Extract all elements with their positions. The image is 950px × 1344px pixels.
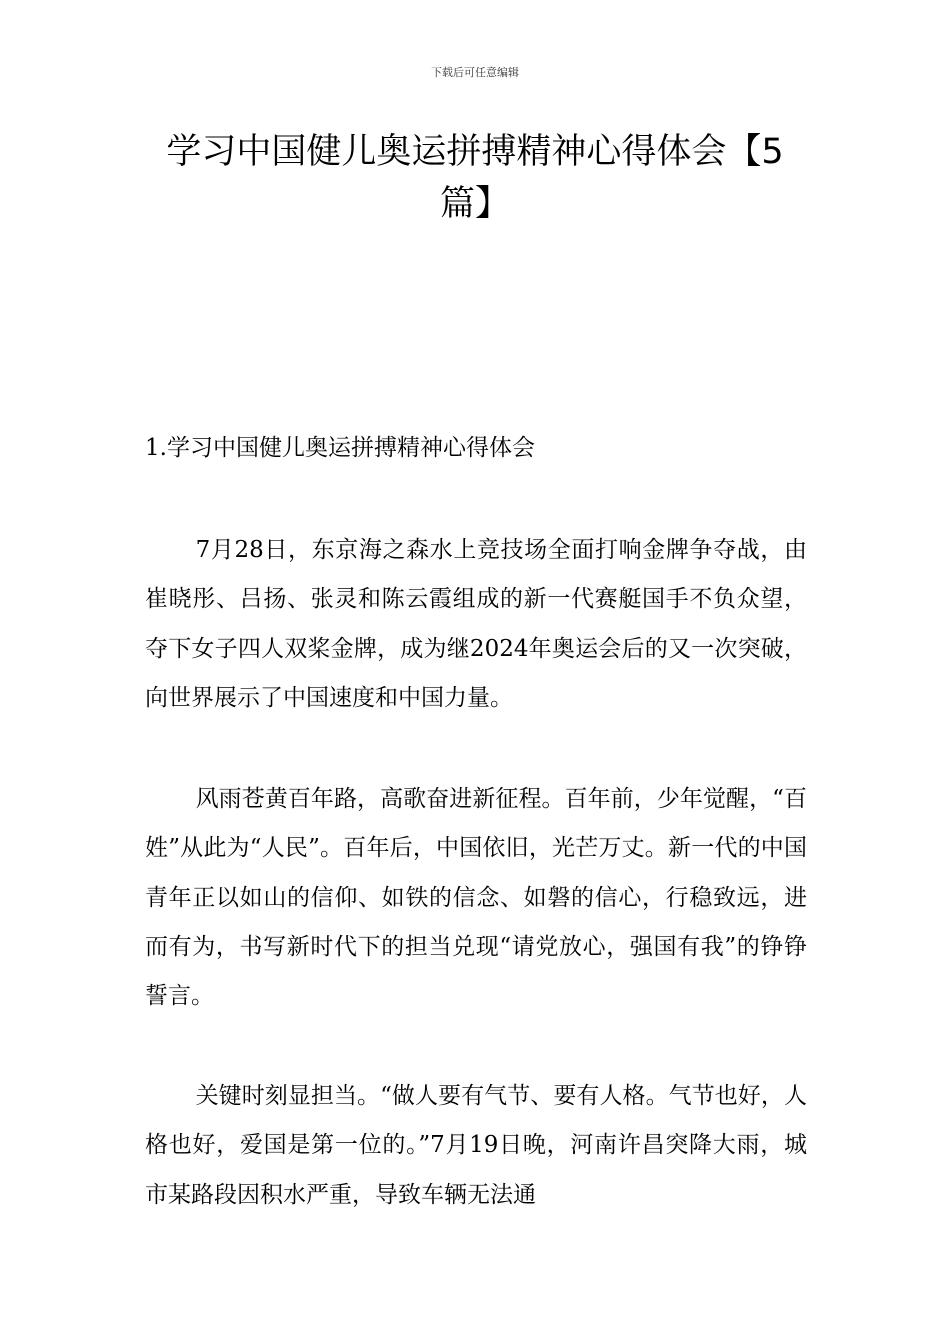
body-paragraph-3: 关键时刻显担当。“做人要有气节、要有人格。气节也好，人格也好，爱国是第一位的。”7月19日晚，河南许昌突降大雨，城市某路段因积水严重，导致车辆无法通 [145,1083,807,1208]
body-paragraph-2: 风雨苍黄百年路，高歌奋进新征程。百年前，少年觉醒，“百姓”从此为“人民”。百年后，中国依旧，光芒万丈。新一代的中国青年正以如山的信仰、如铁的信念、如磐的信心，行稳致远，进而有为，书写新时代下的担当兑现“请党放心，强国有我”的铮铮誓言。 [145,786,807,1010]
header-note: 下载后可任意编辑 [431,66,519,79]
body-paragraph-1: 7月28日，东京海之森水上竞技场全面打响金牌争夺战，由崔晓彤、吕扬、张灵和陈云霞组成的新一代赛艇国手不负众望，夺下女子四人双桨金牌，成为继2024年奥运会后的又一次突破，向世界展示了中国速度和中国力量。 [145,537,807,711]
document-title: 学习中国健儿奥运拼搏精神心得体会【5篇】 [166,132,784,224]
section-heading: 1.学习中国健儿奥运拼搏精神心得体会 [145,435,535,461]
